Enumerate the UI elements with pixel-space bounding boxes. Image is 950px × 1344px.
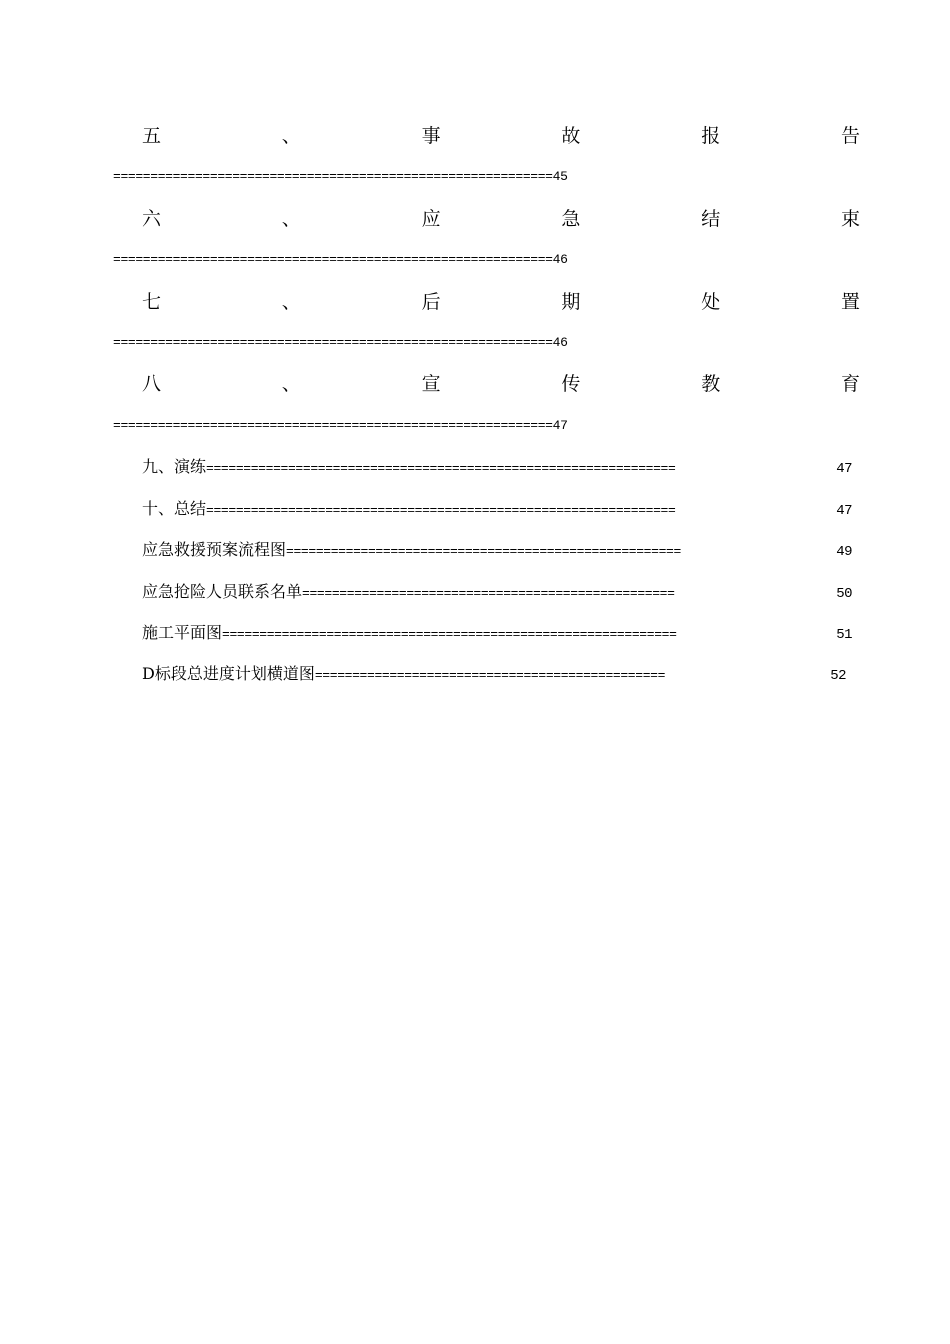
toc-char: 置 xyxy=(840,291,860,313)
leader-dots: ================================================== xyxy=(302,586,675,601)
toc-entry-drill xyxy=(142,456,852,478)
leader-dots: =========================================================== xyxy=(113,335,553,350)
toc-char: 、 xyxy=(281,291,301,313)
page-number: 50 xyxy=(836,586,852,602)
toc-char: 处 xyxy=(701,291,721,313)
toc-char: 应 xyxy=(421,208,441,230)
toc-char: 五 xyxy=(142,125,162,147)
toc-entry-flowchart xyxy=(142,539,852,561)
toc-heading-aftermath xyxy=(142,290,860,314)
toc-char: 、 xyxy=(281,125,301,147)
toc-char: 期 xyxy=(561,291,581,313)
toc-char: 、 xyxy=(281,373,301,395)
toc-entry-title: 应急抢险人员联系名单 xyxy=(142,582,303,601)
leader-dots: ============================================================= xyxy=(222,627,677,642)
page-number: 45 xyxy=(552,169,568,184)
toc-entry-summary xyxy=(142,498,852,520)
page-number: 47 xyxy=(836,503,852,519)
toc-leader-line xyxy=(113,168,813,186)
toc-char: 育 xyxy=(840,373,860,395)
toc-leader-line xyxy=(113,417,813,435)
toc-char: 教 xyxy=(701,373,721,395)
leader-dots: =========================================================== xyxy=(113,252,553,267)
toc-char: 传 xyxy=(561,373,581,395)
page-number: 47 xyxy=(552,418,568,433)
toc-heading-accident-report xyxy=(142,124,860,148)
leader-dots: ===================================================== xyxy=(286,544,681,559)
toc-entry-schedule xyxy=(142,663,846,685)
toc-heading-emergency-end xyxy=(142,207,860,231)
toc-entry-title: D标段总进度计划横道图 xyxy=(142,664,315,683)
toc-char: 八 xyxy=(142,373,162,395)
toc-leader-line xyxy=(113,334,813,352)
toc-entry-title: 九、演练 xyxy=(142,457,207,476)
toc-char: 六 xyxy=(142,208,162,230)
toc-char: 七 xyxy=(142,291,162,313)
page-number: 47 xyxy=(836,461,852,477)
toc-char: 急 xyxy=(561,208,581,230)
toc-heading-education xyxy=(142,372,860,396)
toc-char: 事 xyxy=(421,125,441,147)
toc-entry-contact-list xyxy=(142,581,852,603)
toc-char: 宣 xyxy=(421,373,441,395)
toc-char: 束 xyxy=(840,208,860,230)
toc-char: 报 xyxy=(701,125,721,147)
toc-entry-title: 十、总结 xyxy=(142,499,207,518)
page-number: 52 xyxy=(830,668,846,684)
toc-char: 故 xyxy=(561,125,581,147)
leader-dots: =========================================================== xyxy=(113,418,553,433)
toc-entry-title: 应急救援预案流程图 xyxy=(142,540,287,559)
toc-char: 告 xyxy=(840,125,860,147)
leader-dots: =============================================================== xyxy=(206,461,676,476)
toc-entry-title: 施工平面图 xyxy=(142,623,223,642)
toc-leader-line xyxy=(113,251,813,269)
page-number: 46 xyxy=(552,252,568,267)
leader-dots: =========================================================== xyxy=(113,169,553,184)
page-number: 49 xyxy=(836,544,852,560)
toc-char: 后 xyxy=(421,291,441,313)
leader-dots: =============================================================== xyxy=(206,503,676,518)
toc-char: 、 xyxy=(281,208,301,230)
page-number: 51 xyxy=(836,627,852,643)
toc-entry-site-plan xyxy=(142,622,852,644)
toc-char: 结 xyxy=(701,208,721,230)
page-number: 46 xyxy=(552,335,568,350)
leader-dots: =============================================== xyxy=(314,668,666,683)
